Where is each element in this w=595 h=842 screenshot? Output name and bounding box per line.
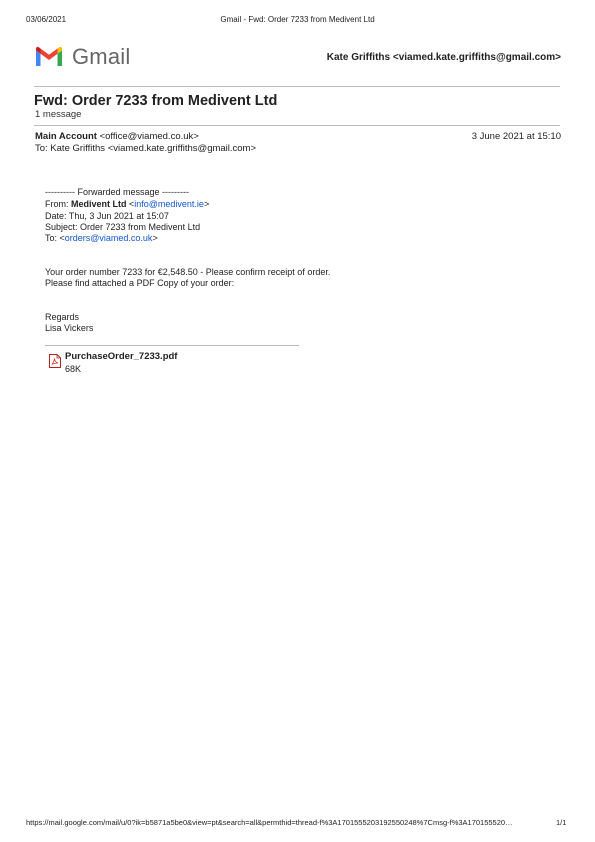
message-to: To: Kate Griffiths <viamed.kate.griffiths@gmail.com> xyxy=(35,143,257,154)
body-line-attachment-note: Please find attached a PDF Copy of your order: xyxy=(45,278,235,288)
gmail-wordmark: Gmail xyxy=(72,44,131,69)
print-url: https://mail.google.com/mail/u/0?ik=b5871a5be0&view=pt&search=all&permthid=thread-f%3A1701555203192550248%7Cmsg-f%3A170155520… xyxy=(26,818,513,827)
header-divider xyxy=(34,86,560,87)
forward-from-email-link[interactable]: info@medivent.ie xyxy=(134,199,204,209)
forward-date: Date: Thu, 3 Jun 2021 at 15:07 xyxy=(45,211,169,221)
pdf-file-icon xyxy=(49,354,61,368)
forward-from-open: < xyxy=(126,199,135,209)
forward-to-close: > xyxy=(152,233,158,243)
forward-subject: Subject: Order 7233 from Medivent Ltd xyxy=(45,222,201,232)
message-date: 3 June 2021 at 15:10 xyxy=(471,131,561,142)
account-label: Kate Griffiths <viamed.kate.griffiths@gmail.com> xyxy=(326,52,561,63)
message-count: 1 message xyxy=(35,109,82,120)
thread-subject: Fwd: Order 7233 from Medivent Ltd xyxy=(34,93,278,109)
forward-from-prefix: From: xyxy=(45,199,71,209)
forward-from-name: Medivent Ltd xyxy=(71,199,127,209)
forward-to-prefix: To: < xyxy=(45,233,65,243)
attachment-size: 68K xyxy=(65,364,82,374)
forward-separator: ---------- Forwarded message --------- xyxy=(45,187,189,197)
print-title: Gmail - Fwd: Order 7233 from Medivent Ltd xyxy=(220,15,375,24)
forward-to xyxy=(45,233,158,243)
forward-to-email-link[interactable]: orders@viamed.co.uk xyxy=(64,233,153,243)
sender-name: Main Account xyxy=(35,131,97,142)
print-date: 03/06/2021 xyxy=(26,15,67,24)
forward-from xyxy=(45,199,209,209)
forward-from-close: > xyxy=(203,199,210,209)
body-line-order: Your order number 7233 for €2,548.50 - Please confirm receipt of order. xyxy=(45,267,331,277)
message-from xyxy=(35,131,199,142)
attachment-divider xyxy=(45,345,299,346)
gmail-logo-icon xyxy=(34,44,64,68)
attachment-name[interactable]: PurchaseOrder_7233.pdf xyxy=(65,351,178,362)
subject-divider xyxy=(34,125,560,126)
print-page-number: 1/1 xyxy=(556,818,567,827)
sender-email: <office@viamed.co.uk> xyxy=(99,131,199,142)
body-regards: Regards xyxy=(45,312,80,322)
body-signature: Lisa Vickers xyxy=(45,323,94,333)
